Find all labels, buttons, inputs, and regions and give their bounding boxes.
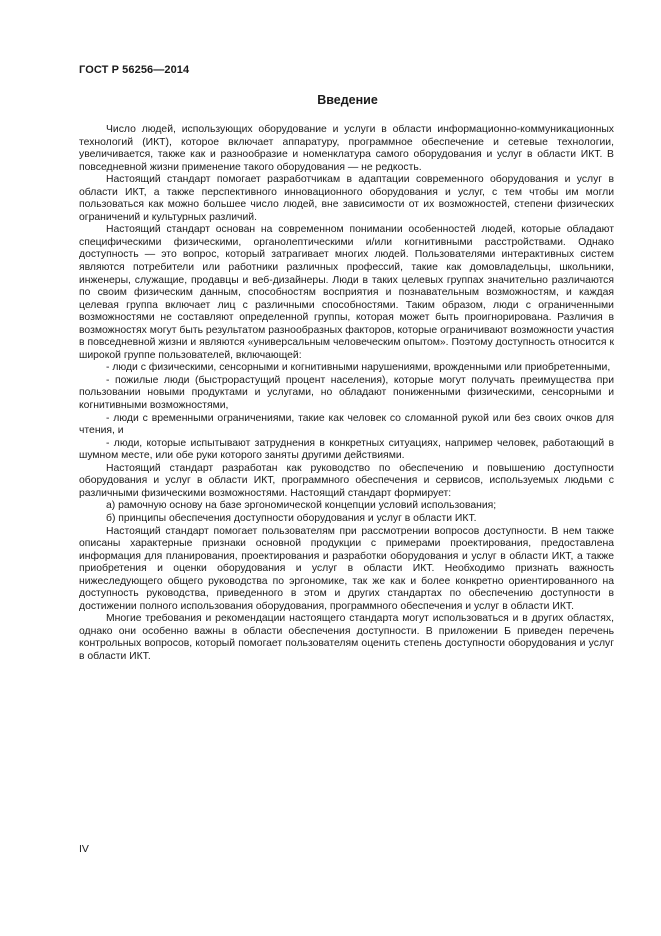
standard-header: ГОСТ Р 56256—2014: [79, 64, 190, 76]
paragraph-requirements: Многие требования и рекомендации настоящего стандарта могут использоваться и в других областях, однако они особенно важны в области обеспечения доступности. В приложении Б приведен перечень контрольных вопросов, который помогает пользователям оценить степень доступности оборудования и услуг в области ИКТ.: [79, 613, 614, 662]
forms-list-item: а) рамочную основу на базе эргономической концепции условий использования;: [106, 500, 497, 512]
forms-list-item: б) принципы обеспечения доступности оборудования и услуг в области ИКТ.: [106, 512, 477, 524]
page-number: IV: [79, 843, 89, 855]
introduction-body: [79, 124, 614, 664]
paragraph-2: Настоящий стандарт помогает разработчикам в адаптации современного оборудования и услуг в области ИКТ, а также перспективного инновационного оборудования и услуг, с тем чтобы им могли пользоваться как можно большее число людей, вне зависимости от их возможностей, степени физических ограничений и культурных различий.: [79, 174, 614, 223]
paragraph-users: Настоящий стандарт помогает пользователям при рассмотрении вопросов доступности. В нем также описаны характерные признаки основной продукции с примерами проектирования, предоставлена информация для планирования, проектирования и разработки оборудования и услуг в области ИКТ, а также приобретения и оценки оборудования и услуг в области ИКТ. Необходимо признать важность нижеследующего общего руководства по эргономике, так же как и более конкретно ориентированного на доступность руководства, приведенного в этом и других стандартах по обеспечению доступности в достижении полного использования оборудования, программного обеспечения и услуг в области ИКТ.: [79, 525, 614, 612]
user-group-item: - пожилые люди (быстрорастущий процент населения), которые могут получать преимущества при пользовании новыми продуктами и услугами, но обладают пониженными физическими, сенсорными и когнитивными возможностями,: [79, 374, 614, 412]
user-group-item: - люди с временными ограничениями, такие как человек со сломанной рукой или без своих очков для чтения, и: [79, 412, 614, 437]
section-title: Введение: [317, 93, 378, 107]
paragraph-1: Число людей, использующих оборудование и услуги в области информационно-коммуникационных технологий (ИКТ), которое включает аппаратуру, программное обеспечение и сетевые технологии, увеличивается, также как и разнообразие и номенклатура самого оборудования и услуг в области ИКТ. В повседневной жизни применение такого оборудования — не редкость.: [79, 124, 614, 173]
paragraph-purpose: Настоящий стандарт разработан как руководство по обеспечению и повышению доступности оборудования и услуг в области ИКТ, программного обеспечения и сервисов, используемых людьми с различными физическими возможностями. Настоящий стандарт формирует:: [79, 462, 614, 499]
user-group-item: - люди с физическими, сенсорными и когнитивными нарушениями, врожденными или приобретенными,: [106, 362, 611, 374]
user-group-item: - люди, которые испытывают затруднения в конкретных ситуациях, например человек, работающий в шумном месте, или обе руки которого заняты другими действиями.: [79, 437, 614, 462]
paragraph-3: Настоящий стандарт основан на современном понимании особенностей людей, которые обладают специфическими физическими, органолептическими и/или когнитивными расстройствами. Однако доступность — это вопрос, который затрагивает многих людей. Пользователями интерактивных систем являются потребители или работники различных профессий, такие как домовладельцы, школьники, инженеры, служащие, продавцы и веб-дизайнеры. Люди в таких целевых группах значительно различаются по своим физическим данным, способностям восприятия и познавательным возможностям, и каждая целевая группа включает лиц с различными способностями. Таким образом, люди с ограниченными возможностями не составляют определенной группы, которая может быть проигнорирована. Различия в возможностях могут быть результатом разнообразных факторов, которые ограничивают возможности участия в повседневной жизни и являются «универсальным человеческим опытом». Поэтому доступность относится к широкой группе пользователей, включающей:: [79, 224, 614, 361]
